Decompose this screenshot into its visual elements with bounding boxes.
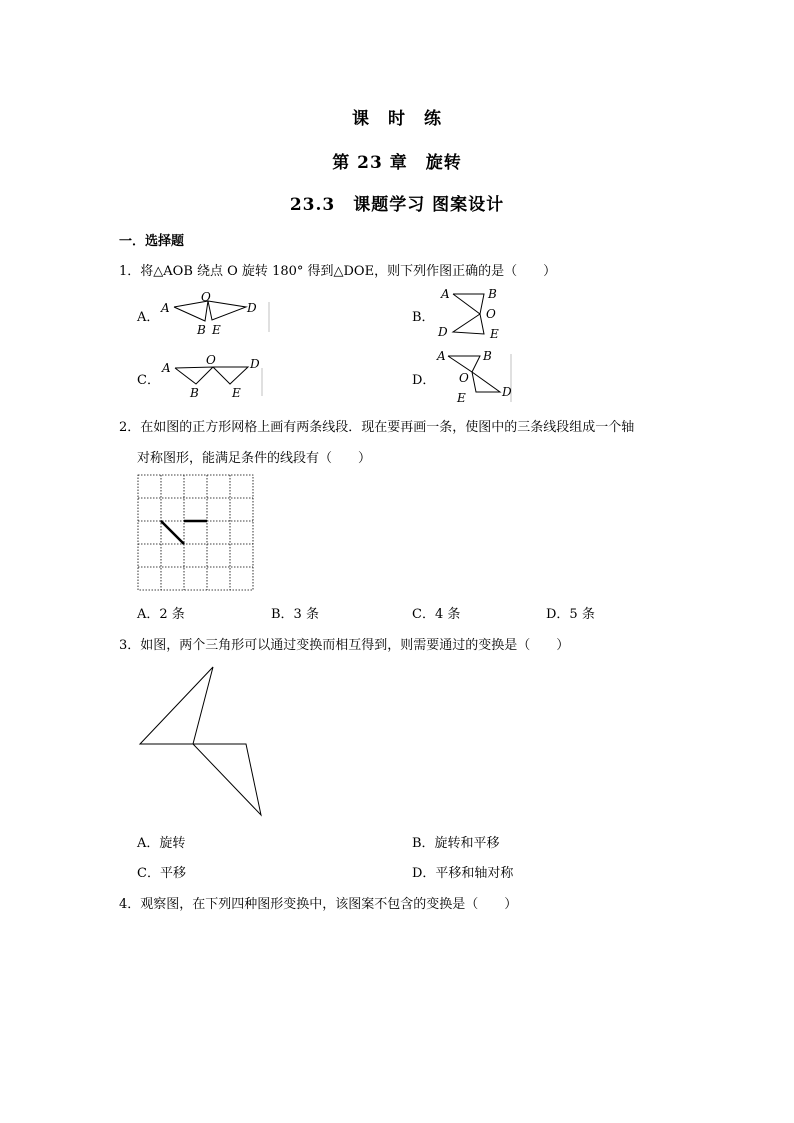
point-label-d: D [502, 385, 512, 399]
option-a-figure [158, 288, 273, 338]
question-number: 4． [119, 897, 141, 912]
chapter-title: 第 23 章 旋转 [332, 153, 462, 173]
option-c-figure [158, 350, 273, 400]
question-2 [119, 416, 634, 435]
question-2-continued: 对称图形，能满足条件的线段有（ ） [137, 451, 372, 466]
two-triangles-figure [130, 660, 270, 820]
question-1 [119, 260, 556, 279]
question-number: 1． [119, 264, 141, 279]
point-label-b: B [483, 349, 492, 363]
option-b-figure [436, 284, 506, 344]
section-title: 23.3 课题学习 图案设计 [289, 195, 505, 215]
question-text: 观察图，在下列四种图形变换中，该图案不包含的变换是（ ） [140, 897, 518, 912]
question-number: 3． [119, 638, 141, 653]
option-b[interactable]: B．旋转和平移 [412, 836, 500, 851]
point-label-e: E [232, 386, 241, 400]
option-a[interactable]: A．2 条 [137, 607, 185, 622]
option-d[interactable]: D．平移和轴对称 [412, 866, 514, 881]
option-b[interactable]: B．3 条 [271, 607, 319, 622]
option-d-figure [434, 346, 519, 406]
point-label-d: D [250, 357, 260, 371]
question-3 [119, 634, 569, 653]
option-b[interactable] [412, 306, 435, 325]
point-label-e: E [490, 327, 499, 341]
question-4 [119, 893, 517, 912]
option-d[interactable]: D．5 条 [546, 607, 595, 622]
option-label: C． [137, 373, 160, 388]
point-label-d: D [438, 325, 448, 339]
option-d[interactable] [412, 369, 435, 388]
option-label: D． [412, 373, 436, 388]
question-text: 将△AOB 绕点 O 旋转 180° 得到△DOE，则下列作图正确的是（ ） [140, 264, 557, 279]
page-title: 课 时 练 [352, 109, 442, 129]
point-label-a: A [441, 287, 450, 301]
point-label-e: E [457, 391, 466, 405]
point-label-o: O [206, 353, 216, 367]
option-c[interactable]: C．4 条 [412, 607, 461, 622]
point-label-e: E [212, 323, 221, 337]
question-text: 在如图的正方形网格上画有两条线段．现在要再画一条，使图中的三条线段组成一个轴 [140, 420, 635, 435]
point-label-o: O [459, 371, 469, 385]
square-grid-figure [137, 474, 255, 592]
point-label-a: A [162, 361, 171, 375]
point-label-o: O [201, 290, 211, 304]
point-label-b: B [488, 287, 497, 301]
point-label-b: B [190, 386, 199, 400]
option-c[interactable] [137, 369, 160, 388]
question-text: 如图，两个三角形可以通过变换而相互得到，则需要通过的变换是（ ） [140, 638, 570, 653]
option-label: A． [137, 310, 160, 325]
option-a[interactable] [137, 306, 159, 325]
point-label-a: A [437, 349, 446, 363]
point-label-b: B [197, 323, 206, 337]
point-label-o: O [486, 307, 496, 321]
option-a[interactable]: A．旋转 [137, 836, 186, 851]
point-label-a: A [161, 301, 170, 315]
diagonal-segment [161, 521, 184, 544]
option-c[interactable]: C．平移 [137, 866, 186, 881]
question-number: 2． [119, 420, 141, 435]
option-label: B． [412, 310, 435, 325]
point-label-d: D [247, 301, 257, 315]
section-heading: 一．选择题 [119, 234, 185, 249]
